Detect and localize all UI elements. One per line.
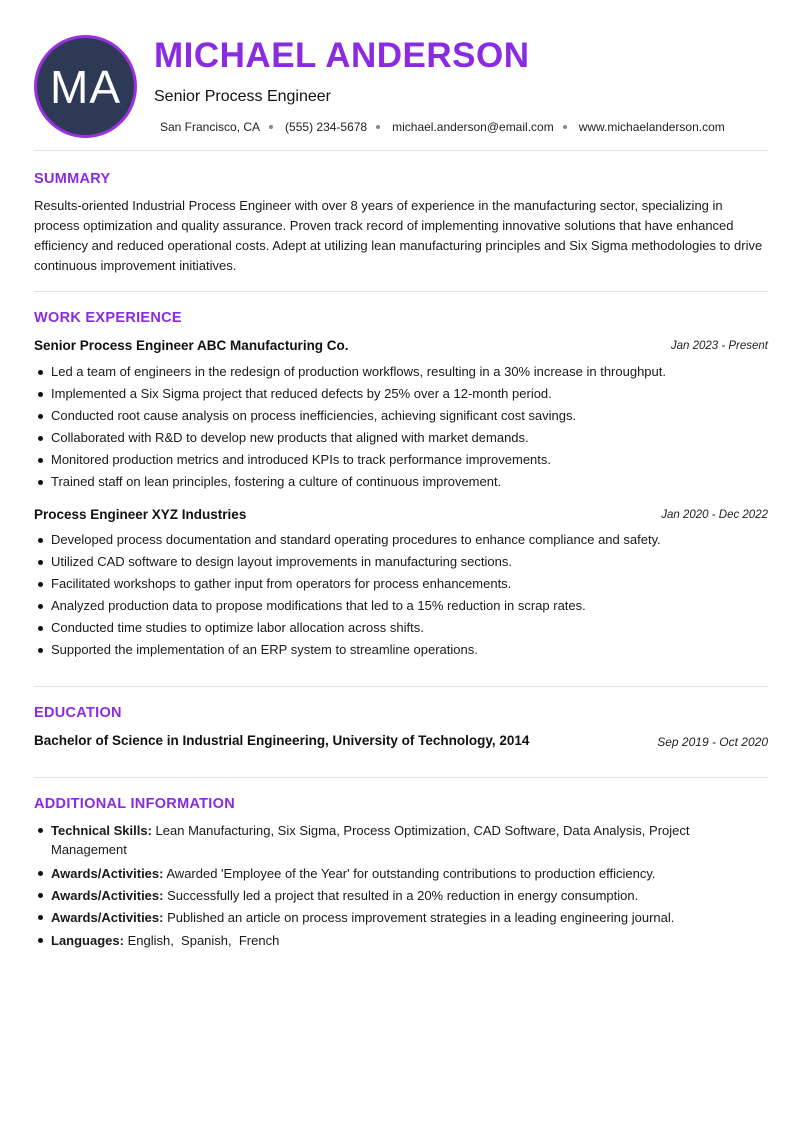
divider: [34, 686, 768, 687]
divider: [34, 150, 768, 151]
additional-heading: ADDITIONAL INFORMATION: [34, 796, 235, 812]
list-item: Conducted time studies to optimize labor allocation across shifts.: [51, 617, 768, 639]
job-bullets: [51, 361, 768, 493]
item-text: Lean Manufacturing, Six Sigma, Process Optimization, CAD Software, Data Analysis, Project Management: [51, 823, 690, 857]
divider: [34, 291, 768, 292]
education-entry: [34, 733, 768, 753]
list-item: [51, 821, 711, 859]
list-item: [51, 886, 711, 905]
list-item: Facilitated workshops to gather input from operators for process enhancements.: [51, 573, 768, 595]
job-title: Senior Process Engineer ABC Manufacturing Co.: [34, 338, 349, 353]
item-label: Awards/Activities:: [51, 866, 164, 881]
education-dates: Sep 2019 - Oct 2020: [657, 735, 768, 749]
contact-phone: (555) 234-5678: [285, 120, 368, 134]
experience-heading: WORK EXPERIENCE: [34, 310, 182, 326]
list-item: [51, 931, 711, 950]
contact-email[interactable]: michael.anderson@email.com: [392, 120, 554, 134]
item-text: Successfully led a project that resulted in a 20% reduction in energy consumption.: [163, 888, 639, 903]
job-title: Process Engineer XYZ Industries: [34, 507, 247, 522]
summary-text: Results-oriented Industrial Process Engineer with over 8 years of experience in the manufacturing sector, specializing in process optimization and quality assurance. Proven track record of implementing innovative solutions that have enhanced efficiency and reduced operational costs. Adept at utilizing lean manufacturing principles and Six Sigma methodologies to drive continuous improvement initiatives.: [34, 198, 763, 273]
contact-line: [160, 120, 725, 134]
candidate-name: MICHAEL ANDERSON: [154, 36, 530, 75]
list-item: Developed process documentation and standard operating procedures to enhance compliance and safety.: [51, 529, 768, 551]
list-item: Implemented a Six Sigma project that reduced defects by 25% over a 12-month period.: [51, 383, 768, 405]
item-text: English, Spanish, French: [123, 933, 280, 948]
item-label: Technical Skills:: [51, 823, 152, 838]
resume-page: [34, 0, 768, 1130]
candidate-title: Senior Process Engineer: [154, 88, 331, 105]
list-item: [51, 908, 711, 927]
item-text: Awarded 'Employee of the Year' for outstanding contributions to production efficiency.: [163, 866, 656, 881]
separator-dot: [563, 125, 567, 129]
list-item: Trained staff on lean principles, fostering a culture of continuous improvement.: [51, 471, 768, 493]
list-item: Monitored production metrics and introduced KPIs to track performance improvements.: [51, 449, 768, 471]
job-dates: Jan 2020 - Dec 2022: [661, 509, 768, 521]
summary-heading: SUMMARY: [34, 171, 111, 187]
avatar: [34, 35, 137, 138]
education-degree: Bachelor of Science in Industrial Engineering, University of Technology, 2014: [34, 733, 530, 748]
list-item: Collaborated with R&D to develop new products that aligned with market demands.: [51, 427, 768, 449]
list-item: Utilized CAD software to design layout improvements in manufacturing sections.: [51, 551, 768, 573]
list-item: Analyzed production data to propose modifications that led to a 15% reduction in scrap rates.: [51, 595, 768, 617]
separator-dot: [376, 125, 380, 129]
divider: [34, 777, 768, 778]
list-item: Supported the implementation of an ERP system to streamline operations.: [51, 639, 768, 661]
avatar-initials: MA: [50, 60, 121, 113]
additional-list: [51, 821, 711, 953]
separator-dot: [269, 125, 273, 129]
item-label: Awards/Activities:: [51, 888, 164, 903]
list-item: Led a team of engineers in the redesign of production workflows, resulting in a 30% increase in throughput.: [51, 361, 768, 383]
job-bullets: [51, 529, 768, 661]
item-text: Published an article on process improvement strategies in a leading engineering journal.: [163, 910, 675, 925]
item-label: Languages:: [51, 933, 124, 948]
list-item: Conducted root cause analysis on process inefficiencies, achieving significant cost savings.: [51, 405, 768, 427]
job-header: [34, 338, 768, 358]
contact-location: San Francisco, CA: [160, 120, 261, 134]
job-header: [34, 507, 768, 527]
contact-website[interactable]: www.michaelanderson.com: [578, 120, 725, 134]
list-item: [51, 864, 711, 883]
job-dates: Jan 2023 - Present: [670, 340, 768, 352]
education-heading: EDUCATION: [34, 705, 122, 721]
item-label: Awards/Activities:: [51, 910, 164, 925]
